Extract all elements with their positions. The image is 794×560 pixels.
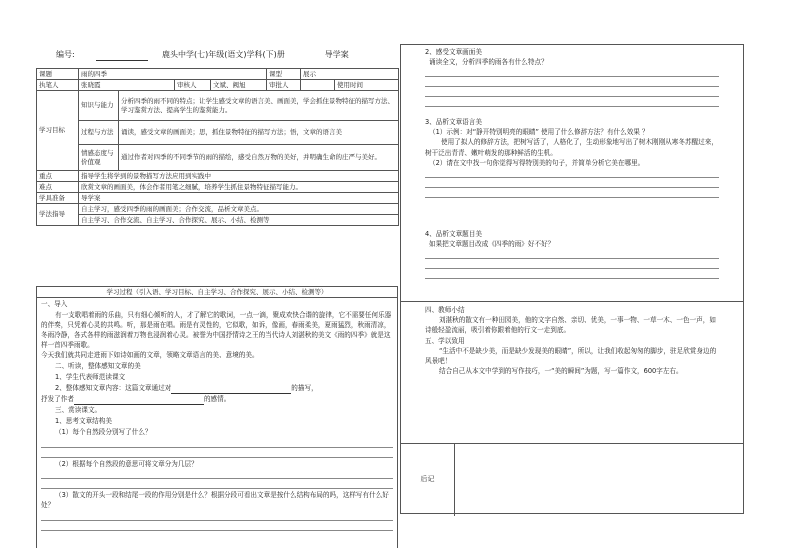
afterword-label: 后记 (401, 444, 455, 516)
r6-title: 五、学以致用 (425, 336, 465, 345)
prep-text: 导学案 (79, 193, 399, 204)
section-painting (401, 47, 743, 107)
school-subject: 鹿头中学(七)年级(语文)学科(下)册 (162, 50, 285, 59)
answer-line[interactable] (425, 97, 719, 107)
goal3-text: 通过作者对四季的不同季节的雨的描绘，感受自然万物的美好，并明确生命的庄严与美好。 (119, 145, 399, 171)
r3-question-2: （2）请在文中找一句你觉得写得特别美的句子，并简单分析它美在哪里。 (429, 158, 645, 167)
r6-task: 结合自己从本文中学到的写作技巧，一“美的瞬间”为题，写一篇作文，600字左右。 (439, 367, 683, 376)
reviewer-value: 文斌、阙旭 (211, 80, 267, 91)
question-1: （1）每个自然段分别写了什么？ (55, 427, 152, 436)
s2-item-2-text: 2、整体感知文章内容：这篇文章通过对 (55, 384, 172, 393)
section-title (401, 229, 743, 279)
steps-heading: 学习过程（引入语、学习目标、自主学习、合作探究、展示、小结、检测等） (36, 286, 398, 298)
section-language (401, 117, 743, 198)
answer-line[interactable] (425, 67, 719, 77)
type-label: 课型 (267, 69, 301, 80)
s2-item-2-text-b: 的描写， (291, 384, 318, 393)
topic-label: 课题 (37, 69, 79, 80)
answer-line[interactable] (41, 480, 393, 489)
answer-line[interactable] (425, 168, 719, 178)
keypoint-text: 指导学生将学到的景物描写方法应用到实践中 (79, 171, 399, 182)
answer-line[interactable] (41, 512, 393, 521)
goals-label: 学习目标 (37, 91, 79, 171)
reviewer-label: 审核人 (175, 80, 211, 91)
s2-item-2-cont (41, 395, 393, 405)
r3-example: （1）示例：对“静开特别明亮的眼睛” 使用了什么修辞方法？有什么效果 ？ (429, 128, 649, 137)
question-3: （3）散文的开头一段和结尾一段的作用分别是什么？根据分段可看出文章是按什么结构布局的吗，这样写有什么好处？ (41, 491, 389, 510)
answer-line[interactable] (41, 470, 393, 479)
answer-line[interactable] (41, 449, 393, 458)
usetime-label: 使用时间 (335, 80, 399, 91)
difficulty-label: 难点 (37, 182, 79, 193)
r3-answer: 使用了拟人的修辞方法，把树写活了，人格化了，生动形象地写出了树木刚刚从寒冬苏醒过来，树干泛出青青、嫩叶萌发的那种鲜活的生机。 (425, 138, 718, 157)
answer-line[interactable] (425, 269, 719, 279)
number-label: 编号: (56, 50, 75, 59)
answer-line[interactable] (41, 439, 393, 448)
answer-line[interactable] (425, 249, 719, 259)
right-page (400, 44, 744, 514)
answer-line[interactable] (425, 77, 719, 87)
r2-title: 2、感受文章画面美 (425, 48, 482, 56)
r5-title: 四、教师小结 (425, 306, 465, 314)
left-page (36, 44, 398, 514)
s2-title: 二、听读，整体感知文章的美 (55, 362, 141, 371)
s1-paragraph: 有一支歌唱着雨的乐曲，只有细心倾听的人，才了解它的歌词，一点一滴，聚成欢快合谐的旋律，它不需要任何乐器的伴奏，只凭着心灵的共鸣。听，那是雨在唱。雨是有灵性的，它似歌，如诉，像画，春雨柔美，夏雨猛烈，秋雨清凉，冬雨冷静，各式各样的雨滋润着万物也浸润着心灵。被誉为中国抒情诗之王的当代诗人刘湛秋的美文《雨的四季》就是这样一首四季雨歌。 (41, 310, 392, 349)
approver-value (301, 80, 335, 91)
s1-paragraph-2: 今天我们就共同走进雨下如诗如画的文章，领略文章语言的美、意境的美。 (41, 351, 259, 360)
goal1-text: 分析四季的雨不同的特点；让学生感受文章的语言美、画面美，学会抓住景物特征的描写方法、学习鉴赏方法、提高学生的鉴赏能力。 (119, 91, 399, 121)
author-label: 执笔人 (37, 80, 79, 91)
steps-body (36, 298, 398, 548)
s1-title: 一、导入 (41, 300, 68, 308)
question-2: （2）根据每个自然段的意思可将文章分为几层？ (55, 459, 198, 468)
answer-line[interactable] (425, 188, 719, 198)
author-value: 张晓霞 (79, 80, 175, 91)
s2-item-2 (41, 384, 393, 394)
s3-title: 三、赏读课文。 (55, 405, 102, 414)
topic-value: 雨的四季 (79, 69, 267, 80)
answer-line[interactable] (425, 259, 719, 269)
goal1-label: 知识与能力 (79, 91, 119, 121)
goal2-text: 诵读，感受文章的画面美；思，抓住景物特征的描写方法；悟，文章的语言美 (119, 121, 399, 145)
guide-line1: 自主学习，感受四季的雨的画面美；合作交流，品析文章美点。 (79, 204, 399, 215)
prep-label: 学具准备 (37, 193, 79, 204)
doc-type: 导学案 (324, 50, 349, 59)
summary-divider (401, 301, 743, 302)
number-blank (96, 52, 148, 61)
difficulty-text: 欣赏文章的画面美，体会作者用笔之细腻，培养学生抓住景物特征描写能力。 (79, 182, 399, 193)
r3-title: 3、品析文章语言美 (425, 118, 482, 126)
s2-item-2-text-d: 的感情。 (203, 395, 231, 404)
type-value: 展示 (301, 69, 399, 80)
guide-line2: 自主学习、合作交流、自主学习、合作探究、展示、小结、检测等 (79, 215, 399, 226)
blank-1[interactable] (171, 386, 291, 394)
r2-text: 诵读全文，分析四季的雨各有什么特点？ (429, 58, 548, 67)
approver-label: 审批人 (267, 80, 301, 91)
keypoint-label: 重点 (37, 171, 79, 182)
answer-line[interactable] (425, 87, 719, 97)
goal3-label: 情感态度与价值观 (79, 145, 119, 171)
section-summary (401, 305, 743, 377)
s3-item-1: 1、思考文章结构美 (55, 416, 112, 425)
blank-2[interactable] (74, 397, 204, 405)
goal2-label: 过程与方法 (79, 121, 119, 145)
guide-label: 学法指导 (37, 204, 79, 226)
info-table (36, 68, 399, 226)
answer-line[interactable] (41, 522, 393, 531)
header-line (56, 50, 396, 61)
s2-item-2-text-c: 抒发了作者 (41, 395, 74, 404)
s2-item-1: 1、学生代表师范读课文 (55, 373, 126, 382)
afterword-row (401, 443, 743, 515)
r5-text: 刘湛秋的散文有一种田园美，他的文字自然、亲切、优美，一事一物、一草一木、一色一声，如诗般轻盈流丽，吸引着你跟着他的行文一走到底。 (425, 316, 716, 335)
r6-quote: “生活中不是缺少美，而是缺少发现美的眼睛”，所以，让我们收起匆匆的脚步，驻足欣赏身边的风景吧！ (425, 346, 717, 366)
r4-text: 如果把文章题目改成《四季的雨》好不好？ (429, 240, 555, 249)
r4-title: 4、品析文章题目美 (425, 230, 482, 238)
answer-line[interactable] (425, 178, 719, 188)
